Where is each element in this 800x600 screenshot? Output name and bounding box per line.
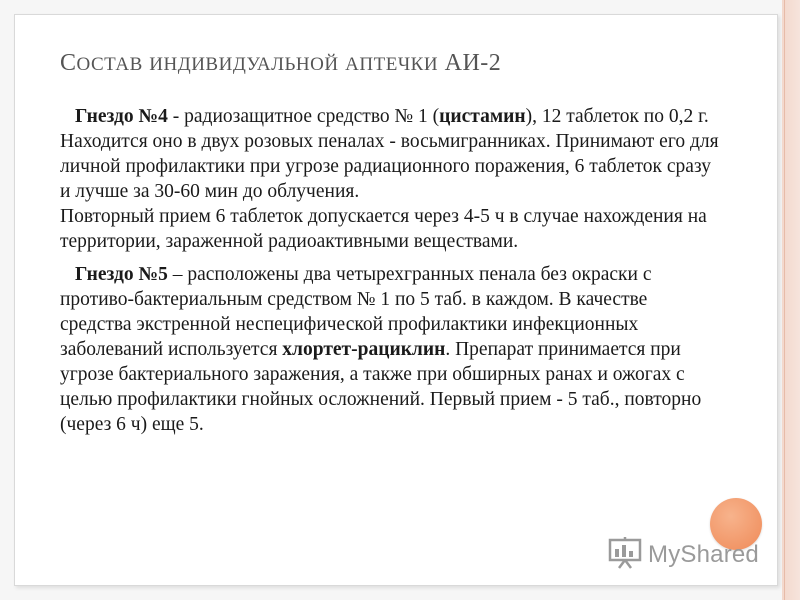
nest-5-heading: Гнездо №5 <box>75 264 168 285</box>
cystamine-label: цистамин <box>439 106 526 127</box>
paragraph-nest-4 <box>60 104 720 204</box>
presentation-board-icon <box>608 537 642 574</box>
slide-title-smallcaps <box>60 46 740 78</box>
paragraph-repeat-dose <box>60 204 720 254</box>
repeat-dose-text: Повторный прием 6 таблеток допускается через 4-5 ч в случае нахождения на территории, зараженной радиоактивными веществами. <box>60 206 707 252</box>
slide-title-text: СОСТАВ ИНДИВИДУАЛЬНОЙ АПТЕЧКИ АИ-2 <box>60 50 502 76</box>
slide-body <box>60 104 720 437</box>
paragraph-nest-5 <box>60 262 720 437</box>
right-decorative-line <box>784 0 785 600</box>
nest-4-text-a: - радиозащитное средство № 1 ( <box>167 106 440 127</box>
nest-4-text-b: ), 12 таблеток по 0,2 г. Находится оно в двух розовых пеналах - восьмигранниках. Принимают его для личной профилактики при угрозе радиационного поражения, 6 таблеток сразу и лучше за 30-60 мин до облучения. <box>60 106 719 202</box>
slide-title <box>60 46 740 78</box>
nest-4-heading: Гнездо №4 <box>75 106 168 127</box>
watermark-logo-text: MyShared <box>648 541 759 568</box>
chlortetracycline-label: хлортет-рациклин <box>282 339 446 360</box>
nest-5-text-b: . Препарат принимается при угрозе бактериального заражения, а также при обширных ранах и ожогах с целью профилактики гнойных осложнений. Первый прием - 5 таб., повторно (через 6 ч) еще 5. <box>60 339 702 435</box>
nest-5-text-a: – расположены два четырехгранных пенала без окраски с противо-бактериальным средством № 1 по 5 таб. в каждом. В качестве средства экстренной неспецифической профилактики инфекционных заболеваний используется <box>60 264 652 360</box>
watermark-logo <box>608 538 759 572</box>
